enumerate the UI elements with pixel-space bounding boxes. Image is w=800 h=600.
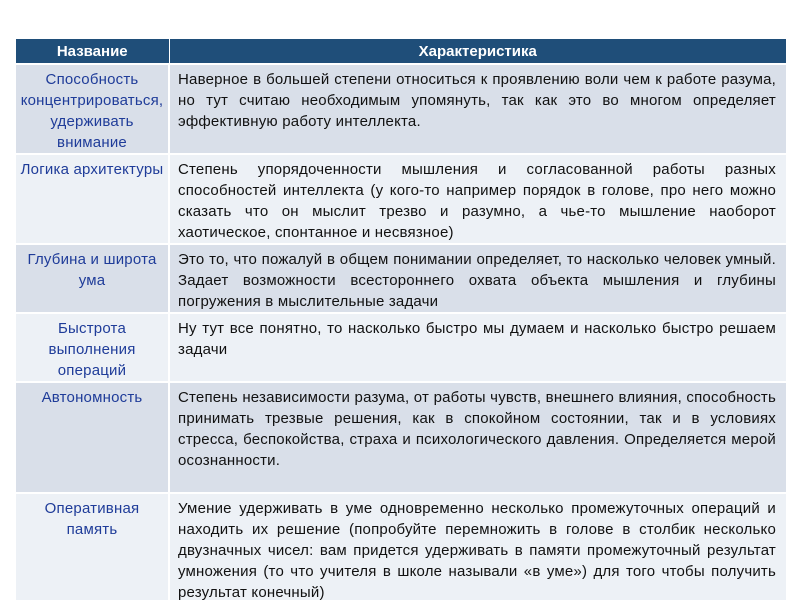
trait-description: Степень независимости разума, от работы чувств, внешнего влияния, способность принимать трезвые решения, как в спокойном состоянии, так и в условиях стресса, беспокойства, страха и психологического давления. Определяется мерой осознанности. [169, 382, 786, 493]
trait-name: Глубина и широта ума [16, 244, 169, 313]
trait-description: Ну тут все понятно, то насколько быстро мы думаем и насколько быстро решаем задачи [169, 313, 786, 382]
trait-description: Наверное в большей степени относиться к проявлению воли чем к работе разума, но тут считаю необходимым упомянуть, так как это во многом определяет эффективную работу интеллекта. [169, 64, 786, 154]
table-row [16, 244, 786, 313]
trait-name: Оперативная память [16, 493, 169, 600]
table-row [16, 64, 786, 154]
trait-description: Это то, что пожалуй в общем понимании определяет, то насколько человек умный. Задает возможности всестороннего охвата объекта мышления и глубины погружения в мыслительные задачи [169, 244, 786, 313]
table-header [16, 39, 786, 64]
trait-name: Автономность [16, 382, 169, 493]
table-row [16, 154, 786, 244]
header-name: Название [16, 39, 169, 64]
header-characteristic: Характеристика [169, 39, 786, 64]
trait-description: Умение удерживать в уме одновременно несколько промежуточных операций и находить их решение (попробуйте перемножить в голове в столбик несколько двузначных чисел: вам придется удерживать в памяти промежуточный результат умножения (то что учителя в школе называли «в уме») для того чтобы получить результат конечный) [169, 493, 786, 600]
table-body [16, 64, 786, 600]
intellect-traits-table [16, 39, 786, 600]
table-row [16, 313, 786, 382]
header-row [16, 39, 786, 64]
table-row [16, 382, 786, 493]
trait-name: Логика архитектуры [16, 154, 169, 244]
trait-name: Быстрота выполнения операций [16, 313, 169, 382]
trait-name: Способность концентрироваться, удерживать внимание [16, 64, 169, 154]
table-row [16, 493, 786, 600]
trait-description: Степень упорядоченности мышления и согласованной работы разных способностей интеллекта (у кого-то например порядок в голове, про него можно сказать что он мыслит трезво и разумно, а чье-то мышление наоборот хаотическое, спонтанное и несвязное) [169, 154, 786, 244]
